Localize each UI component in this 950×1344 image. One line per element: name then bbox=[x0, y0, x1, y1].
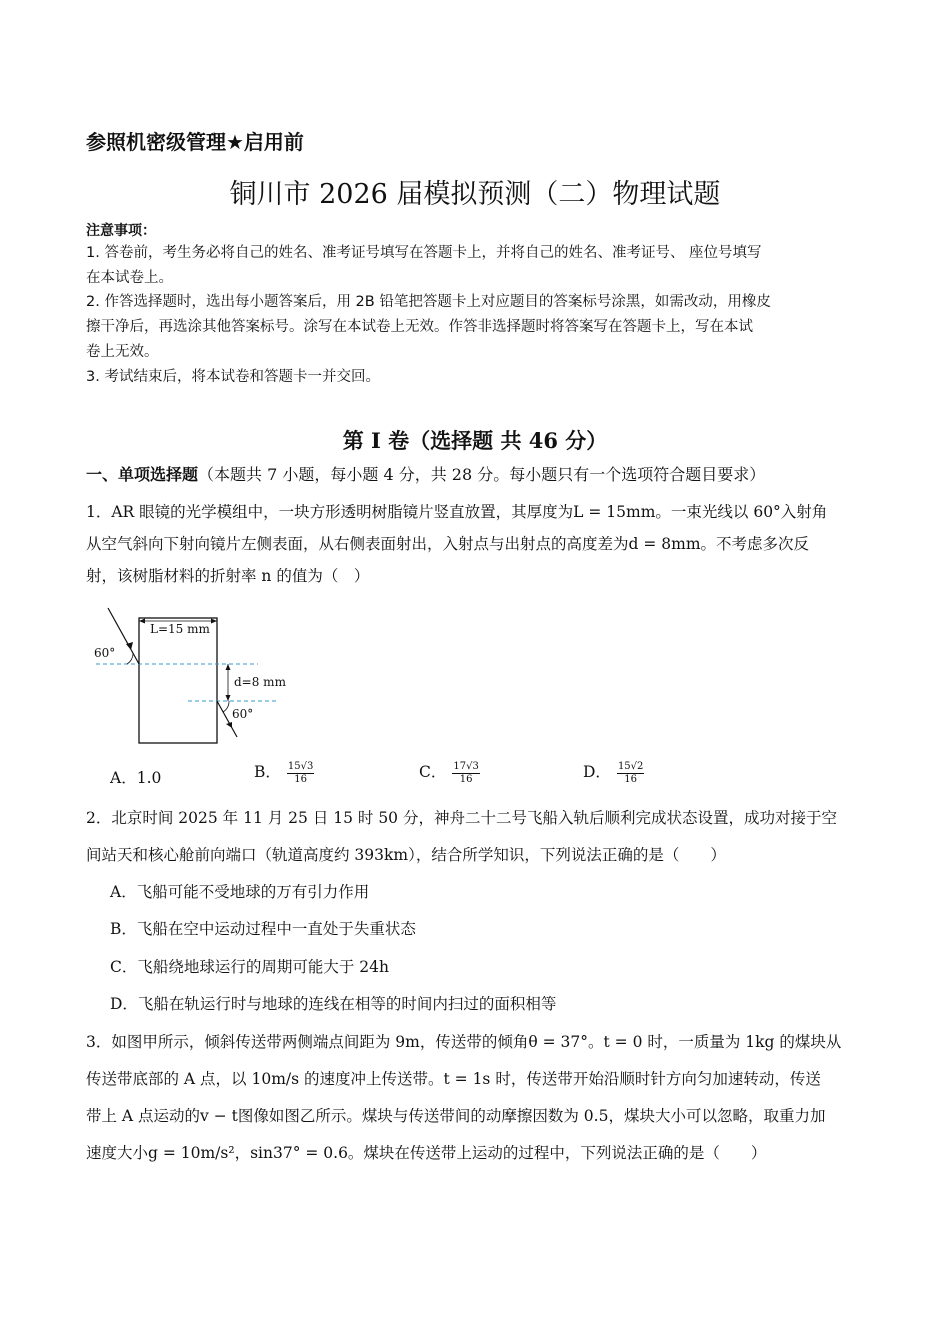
option-label: D． bbox=[583, 763, 611, 781]
fraction bbox=[287, 761, 314, 786]
thickness-label: L=15 mm bbox=[150, 622, 210, 636]
confidentiality-note: 参照机密级管理★启用前 bbox=[86, 130, 304, 154]
incident-angle-arc bbox=[127, 653, 133, 664]
emergent-angle-arc bbox=[223, 701, 229, 712]
fraction bbox=[452, 761, 479, 786]
lens-refraction-diagram bbox=[86, 600, 326, 750]
option-label: A． bbox=[110, 769, 137, 787]
q2-option-a[interactable]: A．飞船可能不受地球的万有引力作用 bbox=[110, 883, 370, 901]
exam-title: 铜川市 2026 届模拟预测（二）物理试题 bbox=[229, 179, 721, 210]
height-arrowhead-top bbox=[226, 664, 231, 670]
thickness-arrowhead-right bbox=[211, 619, 217, 624]
q3-line: 带上 A 点运动的v − t图像如图乙所示。煤块与传送带间的动摩擦因数为 0.5，煤块大小可以忽略，取重力加 bbox=[86, 1107, 826, 1125]
notice-line: 1. 答卷前，考生务必将自己的姓名、准考证号填写在答题卡上，并将自己的姓名、准考证号、 座位号填写 bbox=[86, 245, 762, 261]
q1-line: 从空气斜向下射向镜片左侧表面，从右侧表面射出，入射点与出射点的高度差为d = 8mm。不考虑多次反 bbox=[86, 535, 810, 553]
height-label: d=8 mm bbox=[234, 675, 286, 689]
numerator: 17√3 bbox=[453, 760, 479, 772]
q1-option-b[interactable] bbox=[254, 760, 314, 786]
notice-line: 2. 作答选择题时，选出每小题答案后，用 2B 铅笔把答题卡上对应题目的答案标号涂黑，如需改动，用橡皮 bbox=[86, 294, 771, 310]
q1-option-c[interactable] bbox=[419, 760, 480, 786]
option-value: 1.0 bbox=[136, 769, 162, 787]
emergent-angle-label: 60° bbox=[232, 707, 254, 721]
q2-option-b[interactable]: B．飞船在空中运动过程中一直处于失重状态 bbox=[110, 920, 416, 938]
q2-option-d[interactable]: D．飞船在轨运行时与地球的连线在相等的时间内扫过的面积相等 bbox=[110, 995, 557, 1013]
notice-line: 擦干净后，再选涂其他答案标号。涂写在本试卷上无效。作答非选择题时将答案写在答题卡上，写在本试 bbox=[86, 319, 753, 335]
q1-line: 1．AR 眼镜的光学模组中，一块方形透明树脂镜片竖直放置，其厚度为L = 15mm。一束光线以 60°入射角 bbox=[86, 503, 828, 521]
denominator: 16 bbox=[624, 773, 638, 785]
q2-line: 2．北京时间 2025 年 11 月 25 日 15 时 50 分，神舟二十二号飞船入轨后顺利完成状态设置，成功对接于空 bbox=[86, 809, 837, 827]
lens-block bbox=[139, 618, 217, 743]
notice-line: 在本试卷上。 bbox=[86, 270, 173, 286]
q3-line: 传送带底部的 A 点，以 10m/s 的速度冲上传送带。t = 1s 时，传送带开始沿顺时针方向匀加速转动，传送 bbox=[86, 1070, 821, 1088]
height-arrowhead-bottom bbox=[226, 695, 231, 701]
q3-line: 3．如图甲所示，倾斜传送带两侧端点间距为 9m，传送带的倾角θ = 37°。t = 0 时，一质量为 1kg 的煤块从 bbox=[86, 1033, 842, 1051]
option-label: B． bbox=[254, 763, 281, 781]
notice-line: 卷上无效。 bbox=[86, 344, 159, 360]
thickness-arrowhead-left bbox=[139, 619, 145, 624]
q1-option-d[interactable] bbox=[583, 760, 644, 786]
notice-line: 3. 考试结束后，将本试卷和答题卡一并交回。 bbox=[86, 369, 380, 385]
numerator: 15√3 bbox=[287, 760, 314, 772]
part1-heading bbox=[86, 462, 765, 485]
incident-angle-label: 60° bbox=[94, 646, 116, 660]
q3-line: 速度大小g = 10m/s²，sin37° = 0.6。煤块在传送带上运动的过程中，下列说法正确的是（ ） bbox=[86, 1144, 767, 1162]
denominator: 16 bbox=[459, 773, 473, 785]
option-label: C． bbox=[419, 763, 447, 781]
q2-option-c[interactable]: C．飞船绕地球运行的周期可能大于 24h bbox=[110, 958, 389, 976]
denominator: 16 bbox=[294, 773, 307, 785]
numerator: 15√2 bbox=[617, 760, 644, 772]
section-title: 第 I 卷（选择题 共 46 分） bbox=[342, 428, 608, 453]
fraction bbox=[617, 761, 644, 786]
q1-option-a[interactable] bbox=[110, 766, 161, 788]
q1-line: 射，该树脂材料的折射率 n 的值为（ ） bbox=[86, 567, 370, 585]
notice-heading: 注意事项： bbox=[86, 223, 156, 239]
part1-description: （本题共 7 小题，每小题 4 分，共 28 分。每小题只有一个选项符合题目要求） bbox=[198, 465, 766, 484]
q2-line: 间站天和核心舱前向端口（轨道高度约 393km），结合所学知识，下列说法正确的是（ ） bbox=[86, 846, 726, 864]
part1-label: 一、单项选择题 bbox=[86, 465, 199, 484]
